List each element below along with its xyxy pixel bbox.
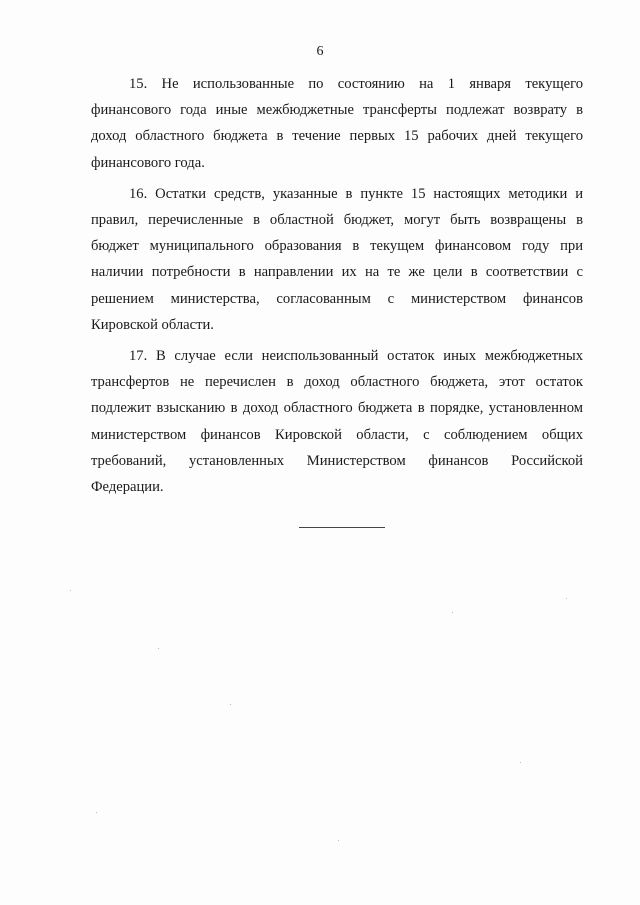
- paragraph-line: 15. Не использованные по состоянию на 1 января текущего: [129, 76, 583, 92]
- paragraph-line: трансфертов не перечислен в доход областного бюджета, этот остаток: [91, 374, 583, 391]
- paragraph-line: финансового года.: [91, 154, 205, 171]
- paragraph-line: 16. Остатки средств, указанные в пункте 15 настоящих методики и: [129, 185, 583, 202]
- scan-speck: [566, 598, 567, 599]
- scan-speck: [338, 840, 339, 841]
- paragraph-line: требований, установленных Министерством финансов Российской: [91, 452, 583, 469]
- scan-speck: [520, 762, 521, 763]
- scan-speck: [230, 704, 231, 705]
- paragraph-line: 17. В случае если неиспользованный остаток иных межбюджетных: [129, 348, 583, 365]
- paragraph-15: [91, 71, 583, 176]
- page-number: 6: [316, 44, 324, 59]
- paragraph-17: [91, 343, 583, 500]
- paragraph-line: решением министерства, согласованным с министерством финансов: [91, 290, 583, 307]
- paragraph-16: [91, 181, 583, 338]
- scan-speck: [96, 812, 97, 813]
- scan-speck: [70, 590, 71, 591]
- paragraph-line: доход областного бюджета в течение первых 15 рабочих дней текущего: [91, 128, 583, 145]
- paragraph-line: бюджет муниципального образования в текущем финансовом году при: [91, 238, 583, 255]
- paragraph-line: министерством финансов Кировской области, с соблюдением общих: [91, 426, 583, 443]
- paragraph-line: Федерации.: [91, 479, 164, 496]
- paragraph-line: наличии потребности в направлении их на те же цели в соответствии с: [91, 264, 583, 281]
- scan-speck: [158, 648, 159, 649]
- paragraph-line: Кировской области.: [91, 316, 214, 333]
- scan-speck: [452, 612, 453, 613]
- paragraph-line: правил, перечисленные в областной бюджет, могут быть возвращены в: [91, 212, 583, 229]
- paragraph-line: подлежит взысканию в доход областного бюджета в порядке, установленном: [91, 400, 583, 417]
- document-body: [91, 71, 583, 500]
- end-separator-line: [299, 527, 385, 528]
- paragraph-line: финансового года иные межбюджетные трансферты подлежат возврату в: [91, 102, 583, 119]
